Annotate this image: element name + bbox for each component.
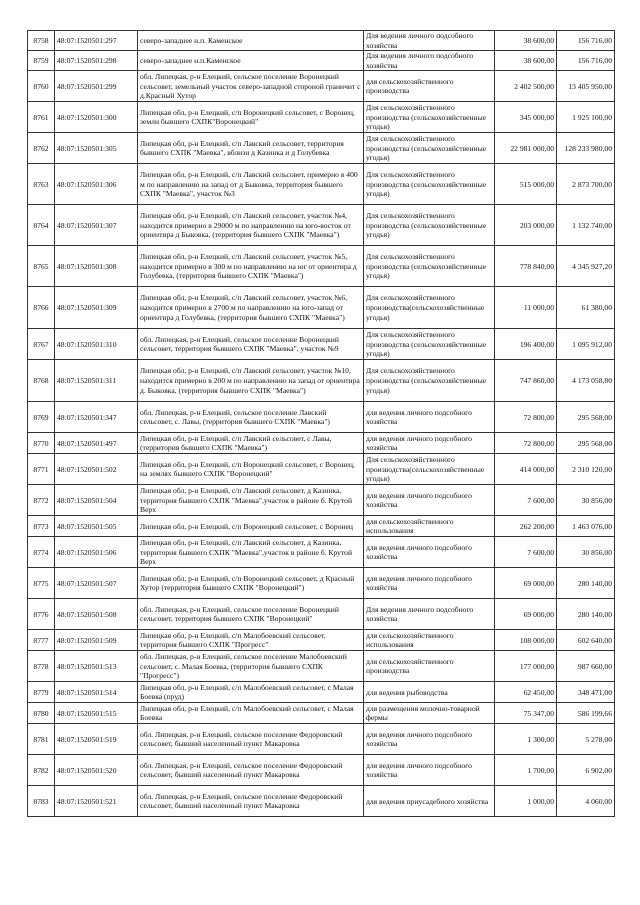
plot-address-cell: обл. Липецкая, р-н Елецкий, сельское поселение Федоровский сельсовет, бывший населенный пункт Макаровка xyxy=(138,786,364,817)
table-row xyxy=(28,31,615,51)
plot-address-cell: Липецкая обл, р-н Елецкий, с/п Лавский сельсовет, примерно в 400 м по направлению на запад от д Быковка, территория бывшего СХПК "Маевка", участок №3 xyxy=(138,164,364,205)
permitted-use-cell: для сельскохозяйственного использования xyxy=(364,630,495,651)
row-number-cell: 8762 xyxy=(28,133,55,164)
row-number-cell: 8776 xyxy=(28,599,55,630)
table-row xyxy=(28,454,615,485)
permitted-use-cell: для ведения личного подсобного хозяйства xyxy=(364,568,495,599)
permitted-use-cell: Для сельскохозяйственного производства (сельскохозяйственные угодья) xyxy=(364,360,495,402)
plot-area-cell: 1 300,00 xyxy=(495,724,557,755)
plot-area-cell: 1 000,00 xyxy=(495,786,557,817)
permitted-use-cell: для сельскохозяйственного производства xyxy=(364,651,495,682)
cadastral-number-cell: 48:07:1520501:306 xyxy=(55,164,138,205)
plot-area-cell: 7 600,00 xyxy=(495,485,557,516)
cadastral-value-cell: 348 471,00 xyxy=(557,682,615,703)
table-row xyxy=(28,164,615,205)
permitted-use-cell: для ведения рыбоводства xyxy=(364,682,495,703)
cadastral-number-cell: 48:07:1520501:515 xyxy=(55,703,138,724)
table-row xyxy=(28,630,615,651)
plot-address-cell: Липецкая обл, р-н Елецкий, с/п Воронецкий сельсовет, д Красный Хутор (территория бывшего СХПК "Воронецкий") xyxy=(138,568,364,599)
cadastral-value-cell: 586 199,66 xyxy=(557,703,615,724)
table-row xyxy=(28,786,615,817)
table-row xyxy=(28,651,615,682)
table-row xyxy=(28,682,615,703)
cadastral-number-cell: 48:07:1520501:347 xyxy=(55,402,138,433)
cadastral-value-cell: 295 568,00 xyxy=(557,402,615,433)
permitted-use-cell: Для сельскохозяйственного производства(сельскохозяйственные угодья) xyxy=(364,287,495,329)
table-row xyxy=(28,402,615,433)
plot-address-cell: Липецкая обл, р-н Елецкий, с/п Воронецкий сельсовет, с Воронец, земли бывшего СХПК"Воронецкий" xyxy=(138,102,364,133)
permitted-use-cell: Для ведения личного подсобного хозяйства xyxy=(364,51,495,71)
cadastral-value-cell: 2 873 700,00 xyxy=(557,164,615,205)
plot-area-cell: 22 981 000,00 xyxy=(495,133,557,164)
cadastral-value-cell: 1 132 740,00 xyxy=(557,205,615,246)
plot-area-cell: 108 000,00 xyxy=(495,630,557,651)
table-row xyxy=(28,133,615,164)
table-row xyxy=(28,51,615,71)
table-row xyxy=(28,71,615,102)
permitted-use-cell: Для сельскохозяйственного производства(сельскохозяйственные угодья) xyxy=(364,454,495,485)
cadastral-number-cell: 48:07:1520501:308 xyxy=(55,246,138,287)
cadastral-value-cell: 13 405 950,00 xyxy=(557,71,615,102)
table-row xyxy=(28,703,615,724)
plot-area-cell: 196 400,00 xyxy=(495,329,557,360)
cadastral-value-cell: 6 902,00 xyxy=(557,755,615,786)
cadastral-number-cell: 48:07:1520501:506 xyxy=(55,537,138,568)
cadastral-number-cell: 48:07:1520501:509 xyxy=(55,630,138,651)
plot-address-cell: Липецкая обл, р-н Елецкий, с/п Лавский сельсовет, участок №6, находится примерно в 2700 м по направлению на юго-запад от ориентира д Голубевка, (территория бывшего СХПК "Маевка") xyxy=(138,287,364,329)
cadastral-number-cell: 48:07:1520501:311 xyxy=(55,360,138,402)
cadastral-value-cell: 5 278,00 xyxy=(557,724,615,755)
plot-area-cell: 75 347,00 xyxy=(495,703,557,724)
cadastral-value-cell: 2 310 120,00 xyxy=(557,454,615,485)
row-number-cell: 8761 xyxy=(28,102,55,133)
cadastral-value-cell: 156 716,00 xyxy=(557,51,615,71)
table-row xyxy=(28,433,615,454)
plot-area-cell: 414 000,00 xyxy=(495,454,557,485)
table-row xyxy=(28,246,615,287)
cadastral-number-cell: 48:07:1520501:507 xyxy=(55,568,138,599)
permitted-use-cell: Для сельскохозяйственного производства (сельскохозяйственные угодья) xyxy=(364,205,495,246)
cadastral-number-cell: 48:07:1520501:299 xyxy=(55,71,138,102)
row-number-cell: 8758 xyxy=(28,31,55,51)
permitted-use-cell: для ведения личного подсобного хозяйства xyxy=(364,402,495,433)
plot-area-cell: 778 840,00 xyxy=(495,246,557,287)
cadastral-number-cell: 48:07:1520501:300 xyxy=(55,102,138,133)
table-row xyxy=(28,102,615,133)
cadastral-value-cell: 4 345 927,20 xyxy=(557,246,615,287)
table-row xyxy=(28,329,615,360)
row-number-cell: 8767 xyxy=(28,329,55,360)
cadastral-value-cell: 61 380,00 xyxy=(557,287,615,329)
row-number-cell: 8771 xyxy=(28,454,55,485)
row-number-cell: 8774 xyxy=(28,537,55,568)
permitted-use-cell: Для ведения личного подсобного хозяйства xyxy=(364,599,495,630)
plot-address-cell: Липецкая обл, р-н Елецкий, с/п Лавский сельсовет, д Казинка, территория бывшего СХПК "Маевка",участок в районе б. Крутой Верх xyxy=(138,485,364,516)
plot-area-cell: 7 600,00 xyxy=(495,537,557,568)
row-number-cell: 8769 xyxy=(28,402,55,433)
cadastral-value-cell: 1 095 912,00 xyxy=(557,329,615,360)
row-number-cell: 8763 xyxy=(28,164,55,205)
plot-address-cell: обл. Липецкая, р-н Елецкий, сельское поселение Воронецкий сельсовет, земельный участок северо-западной стороной граничит с д.Красный Хутор xyxy=(138,71,364,102)
plot-address-cell: Липецкая обл, р-н Елецкий, с/п Малобоевский сельсовет, с Малая Боевка xyxy=(138,703,364,724)
table-body xyxy=(28,31,615,817)
plot-area-cell: 1 700,00 xyxy=(495,755,557,786)
cadastral-number-cell: 48:07:1520501:309 xyxy=(55,287,138,329)
plot-address-cell: Липецкая обл, р-н Елецкий, с/п Лавский сельсовет, участок №5, находится примерно в 300 м по направлению на юг от ориентира д Голубевка, (территория бывшего СХПК "Маевка") xyxy=(138,246,364,287)
plot-address-cell: обл. Липецкая, р-н Елецкий, сельское поселение Малобоевский сельсовет, с. Малая Боевка, (территория бывшего СХПК "Прогресс") xyxy=(138,651,364,682)
permitted-use-cell: для ведения приусадебного хозяйства xyxy=(364,786,495,817)
table-row xyxy=(28,360,615,402)
plot-address-cell: Липецкая обл, р-н Елецкий, с/п Лавский сельсовет, территория бывшего СХПК "Маевка", вблизи д Казинка и д Голубевка xyxy=(138,133,364,164)
cadastral-value-cell: 30 856,00 xyxy=(557,537,615,568)
permitted-use-cell: для ведения личного подсобного хозяйства xyxy=(364,724,495,755)
plot-address-cell: обл. Липецкая, р-н Елецкий, сельское поселение Лавский сельсовет, с. Лавы, (территория бывшего СХПК "Маевка") xyxy=(138,402,364,433)
permitted-use-cell: Для сельскохозяйственного производства (сельскохозяйственные угодья) xyxy=(364,133,495,164)
plot-area-cell: 262 200,00 xyxy=(495,516,557,537)
plot-address-cell: Липецкая обл, р-н Елецкий, с/п Воронецкий сельсовет, с Воронец, на землях бывшего СХПК "Воронецкий" xyxy=(138,454,364,485)
table-row xyxy=(28,287,615,329)
cadastral-number-cell: 48:07:1520501:298 xyxy=(55,51,138,71)
cadastral-number-cell: 48:07:1520501:305 xyxy=(55,133,138,164)
cadastral-value-cell: 602 640,00 xyxy=(557,630,615,651)
cadastral-number-cell: 48:07:1520501:521 xyxy=(55,786,138,817)
plot-address-cell: северо-западнее н.п.Каменское xyxy=(138,51,364,71)
table-row xyxy=(28,755,615,786)
plot-address-cell: Липецкая обл, р-н Елецкий, с/п Малобоевский сельсовет, территория бывшего СХПК "Прогресс" xyxy=(138,630,364,651)
row-number-cell: 8779 xyxy=(28,682,55,703)
row-number-cell: 8782 xyxy=(28,755,55,786)
cadastral-value-cell: 295 568,00 xyxy=(557,433,615,454)
cadastral-value-cell: 4 060,00 xyxy=(557,786,615,817)
cadastral-number-cell: 48:07:1520501:297 xyxy=(55,31,138,51)
row-number-cell: 8765 xyxy=(28,246,55,287)
row-number-cell: 8772 xyxy=(28,485,55,516)
permitted-use-cell: Для сельскохозяйственного производства (сельскохозяйственные угодья) xyxy=(364,329,495,360)
cadastral-value-cell: 1 463 076,00 xyxy=(557,516,615,537)
permitted-use-cell: для размещения молочно-товарной фермы xyxy=(364,703,495,724)
plot-area-cell: 69 000,00 xyxy=(495,568,557,599)
land-plot-registry-table xyxy=(27,30,615,817)
cadastral-value-cell: 156 716,00 xyxy=(557,31,615,51)
permitted-use-cell: для ведения личного подсобного хозяйства xyxy=(364,755,495,786)
row-number-cell: 8770 xyxy=(28,433,55,454)
permitted-use-cell: Для сельскохозяйственного производства (сельскохозяйственные угодья) xyxy=(364,246,495,287)
row-number-cell: 8783 xyxy=(28,786,55,817)
plot-address-cell: Липецкая обл, р-н Елецкий, с/п Лавский сельсовет, д Казинка, территория бывшего СХПК "Маевка",участок в районе б. Крутой Верх xyxy=(138,537,364,568)
cadastral-value-cell: 4 173 058,80 xyxy=(557,360,615,402)
plot-address-cell: Липецкая обл, р-н Елецкий, с/п Малобоевский сельсовет, с Малая Боевка (пруд) xyxy=(138,682,364,703)
cadastral-value-cell: 30 856,00 xyxy=(557,485,615,516)
plot-address-cell: Липецкая обл, р-н Елецкий, с/п Лавский сельсовет, участок №4, находится примерно в 29000 м по направлению на юго-восток от ориентира д Быковка, (территория бывшего СХПК "Маевка") xyxy=(138,205,364,246)
row-number-cell: 8778 xyxy=(28,651,55,682)
plot-area-cell: 38 600,00 xyxy=(495,31,557,51)
table-row xyxy=(28,485,615,516)
table-row xyxy=(28,537,615,568)
plot-area-cell: 203 000,00 xyxy=(495,205,557,246)
plot-area-cell: 11 000,00 xyxy=(495,287,557,329)
cadastral-number-cell: 48:07:1520501:307 xyxy=(55,205,138,246)
plot-address-cell: северо-западнее н.п. Каменское xyxy=(138,31,364,51)
row-number-cell: 8766 xyxy=(28,287,55,329)
cadastral-number-cell: 48:07:1520501:520 xyxy=(55,755,138,786)
cadastral-number-cell: 48:07:1520501:497 xyxy=(55,433,138,454)
cadastral-value-cell: 987 660,00 xyxy=(557,651,615,682)
cadastral-value-cell: 280 140,00 xyxy=(557,568,615,599)
cadastral-value-cell: 1 925 100,00 xyxy=(557,102,615,133)
plot-area-cell: 345 000,00 xyxy=(495,102,557,133)
table-row xyxy=(28,516,615,537)
plot-area-cell: 62 450,00 xyxy=(495,682,557,703)
plot-area-cell: 69 000,00 xyxy=(495,599,557,630)
cadastral-number-cell: 48:07:1520501:310 xyxy=(55,329,138,360)
table-row xyxy=(28,205,615,246)
plot-address-cell: Липецкая обл, р-н Елецкий, с/п Лавский сельсовет, участок №10, находится примерно в 200 м по направлению на запад от ориентира д. Быковка, (территория бывшего СХПК "Маевка") xyxy=(138,360,364,402)
permitted-use-cell: для сельскохозяйственного использования xyxy=(364,516,495,537)
cadastral-value-cell: 128 233 980,00 xyxy=(557,133,615,164)
plot-address-cell: обл. Липецкая, р-н Елецкий, сельское поселение Федоровский сельсовет, бывший населенный пункт Макаровка xyxy=(138,755,364,786)
permitted-use-cell: для ведения личного подсобного хозяйства xyxy=(364,433,495,454)
cadastral-number-cell: 48:07:1520501:505 xyxy=(55,516,138,537)
cadastral-number-cell: 48:07:1520501:514 xyxy=(55,682,138,703)
permitted-use-cell: Для ведения личного подсобного хозяйства xyxy=(364,31,495,51)
cadastral-number-cell: 48:07:1520501:504 xyxy=(55,485,138,516)
plot-area-cell: 515 000,00 xyxy=(495,164,557,205)
cadastral-value-cell: 280 140,00 xyxy=(557,599,615,630)
table-row xyxy=(28,599,615,630)
plot-area-cell: 747 860,00 xyxy=(495,360,557,402)
permitted-use-cell: для ведения личного подсобного хозяйства xyxy=(364,485,495,516)
permitted-use-cell: для сельскохозяйственного производства xyxy=(364,71,495,102)
cadastral-number-cell: 48:07:1520501:519 xyxy=(55,724,138,755)
row-number-cell: 8759 xyxy=(28,51,55,71)
plot-area-cell: 2 402 500,00 xyxy=(495,71,557,102)
permitted-use-cell: Для сельскохозяйственного производства (сельскохозяйственные угодья) xyxy=(364,102,495,133)
plot-address-cell: Липецкая обл, р-н Елецкий, с/п Лавский сельсовет, с Лавы, (территория бывшего СХПК "Маевка") xyxy=(138,433,364,454)
row-number-cell: 8781 xyxy=(28,724,55,755)
permitted-use-cell: Для сельскохозяйственного производства (сельскохозяйственные угодья) xyxy=(364,164,495,205)
plot-area-cell: 177 000,00 xyxy=(495,651,557,682)
plot-address-cell: Липецкая обл, р-н Елецкий, с/п Воронецкий сельсовет, с Воронец xyxy=(138,516,364,537)
plot-area-cell: 72 800,00 xyxy=(495,433,557,454)
permitted-use-cell: для ведения личного подсобного хозяйства xyxy=(364,537,495,568)
row-number-cell: 8777 xyxy=(28,630,55,651)
row-number-cell: 8760 xyxy=(28,71,55,102)
row-number-cell: 8775 xyxy=(28,568,55,599)
cadastral-number-cell: 48:07:1520501:513 xyxy=(55,651,138,682)
plot-address-cell: обл. Липецкая, р-н Елецкий, сельское поселение Федоровский сельсовет, бывший населенный пункт Макаровка xyxy=(138,724,364,755)
table-row xyxy=(28,724,615,755)
row-number-cell: 8768 xyxy=(28,360,55,402)
plot-address-cell: обл. Липецкая, р-н Елецкий, сельское поселение Воронецкий сельсовет, территория бывшего СХПК "Маевка", участок №9 xyxy=(138,329,364,360)
row-number-cell: 8764 xyxy=(28,205,55,246)
plot-address-cell: обл. Липецкая, р-н Елецкий, сельское поселение Воронецкий сельсовет, территория бывшего СХПК "Воронецкий" xyxy=(138,599,364,630)
row-number-cell: 8773 xyxy=(28,516,55,537)
cadastral-number-cell: 48:07:1520501:508 xyxy=(55,599,138,630)
plot-area-cell: 72 800,00 xyxy=(495,402,557,433)
cadastral-number-cell: 48:07:1520501:502 xyxy=(55,454,138,485)
table-row xyxy=(28,568,615,599)
row-number-cell: 8780 xyxy=(28,703,55,724)
plot-area-cell: 38 600,00 xyxy=(495,51,557,71)
